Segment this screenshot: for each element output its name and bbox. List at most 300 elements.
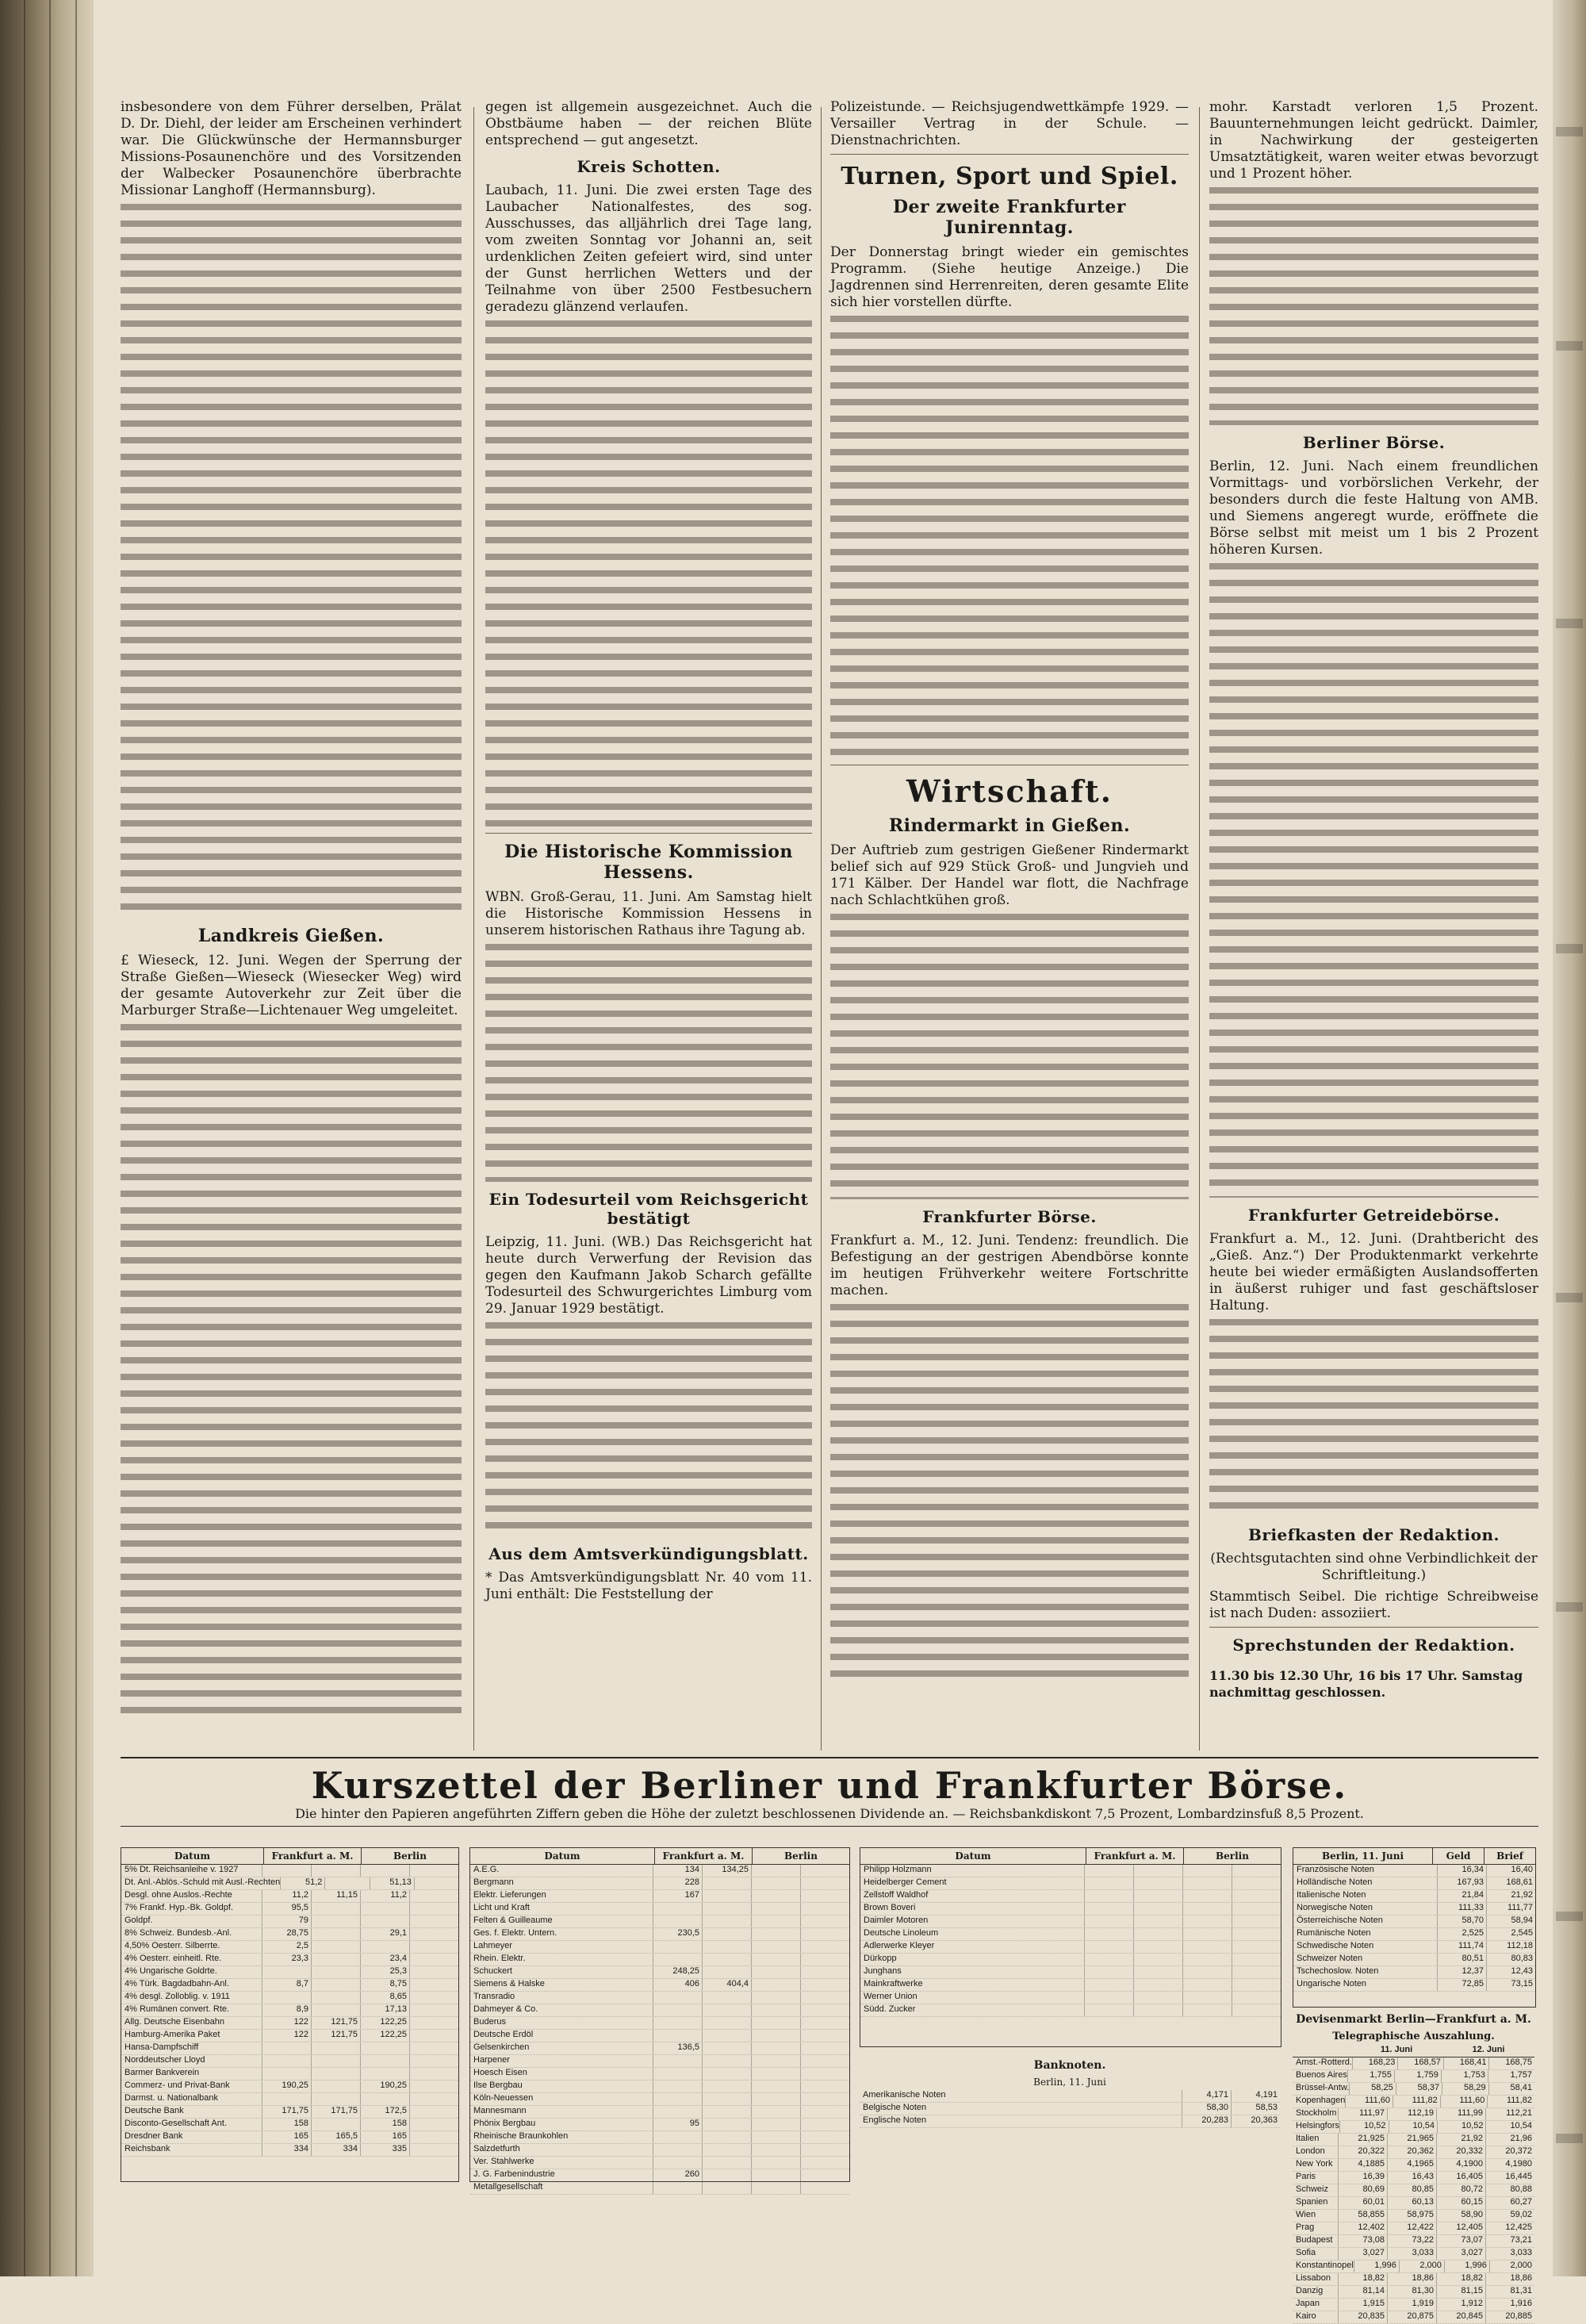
row-value [262, 2055, 311, 2067]
row-value: 4,1965 [1387, 2159, 1436, 2171]
section-heading: Frankfurter Börse. [922, 1207, 1097, 1226]
row-value [653, 2080, 702, 2092]
row-value [1182, 1890, 1232, 1902]
table-row [470, 2169, 849, 2182]
row-value [409, 2093, 458, 2105]
row-value [702, 2042, 751, 2054]
row-label: Felten & Guilleaume [473, 1916, 553, 1925]
row-value: 73,15 [1486, 1979, 1535, 1991]
row-value [751, 1903, 800, 1915]
table-row [121, 1877, 458, 1890]
row-value [311, 1966, 360, 1978]
table-row [860, 1979, 1281, 1992]
row-value [800, 2004, 849, 2016]
row-label: 4,50% Oesterr. Silberrte. [125, 1941, 220, 1950]
row-label: Siemens & Halske [473, 1979, 545, 1988]
row-value [409, 2068, 458, 2080]
row-label: Disconto-Gesellschaft Ant. [125, 2119, 228, 2128]
row-value: 2,5 [262, 1941, 311, 1953]
article-text-block [121, 204, 462, 918]
column-1 [121, 99, 462, 1714]
row-value [751, 1890, 800, 1902]
row-value [800, 2042, 849, 2054]
row-label: Tschechoslow. Noten [1297, 1966, 1379, 1976]
row-value: 4,191 [1231, 2090, 1280, 2102]
table-row [860, 2115, 1280, 2128]
row-value [360, 1941, 409, 1953]
row-value [751, 2055, 800, 2067]
row-value [800, 1992, 849, 2004]
row-value: 158 [360, 2119, 409, 2130]
bond-table [121, 1847, 459, 2182]
table-row [470, 2055, 849, 2068]
row-value [1133, 1979, 1182, 1991]
section-subheading: (Rechtsgutachten sind ohne Verbindlichkeit der Schriftleitung.) [1210, 1551, 1538, 1583]
row-label: Metallgesellschaft [473, 2182, 543, 2192]
row-value: 1,996 [1444, 2261, 1489, 2272]
row-value: 3,027 [1436, 2248, 1485, 2260]
row-label: Schweiz [1296, 2184, 1328, 2194]
row-value [702, 1941, 751, 1953]
row-label: Österreichische Noten [1297, 1916, 1383, 1925]
row-value: 20,322 [1338, 2146, 1387, 2158]
table-row [860, 1890, 1281, 1903]
row-value [1133, 1992, 1182, 2004]
row-value: 60,27 [1485, 2197, 1534, 2209]
row-value: 158 [262, 2119, 311, 2130]
column-rule [473, 107, 474, 1751]
article-lead: Der Auftrieb zum gestrigen Gießener Rindermarkt belief sich auf 929 Stück Groß- und Jungvieh und 171 Kälber. Der Handel war flott, die Nachfrage nach Schlachtkühen groß. [830, 842, 1189, 908]
row-label: Französische Noten [1297, 1865, 1374, 1874]
table-row [860, 1954, 1281, 1966]
article-intro: Polizeistunde. — Reichsjugendwettkämpfe 1929. — Versailler Vertrag in der Schule. — Dienstnachrichten. [830, 99, 1189, 148]
row-label: Mannesmann [473, 2106, 527, 2115]
row-value: 12,405 [1436, 2222, 1485, 2234]
row-value: 16,445 [1485, 2172, 1534, 2184]
table-row [121, 2042, 458, 2055]
table-row [470, 2144, 849, 2157]
row-value [409, 1903, 458, 1915]
row-value: 81,31 [1485, 2286, 1534, 2298]
table-row [470, 2080, 849, 2093]
row-label: Dahmeyer & Co. [473, 2004, 538, 2014]
row-value [1182, 1941, 1232, 1953]
table-row [1293, 1916, 1535, 1928]
row-value [311, 2055, 360, 2067]
row-value [1133, 2004, 1182, 2016]
article-text-block [485, 1322, 812, 1536]
row-value [262, 1865, 311, 1877]
article-text-block [1209, 187, 1538, 425]
row-value [702, 1890, 751, 1902]
row-value: 58,30 [1182, 2103, 1231, 2115]
row-label: Schweizer Noten [1297, 1954, 1363, 1963]
row-value [653, 1954, 702, 1965]
table-row [470, 2157, 849, 2169]
row-value: 18,86 [1387, 2273, 1436, 2285]
exchange-section [1293, 2011, 1534, 2324]
row-label: 4% Oesterr. einheitl. Rte. [125, 1954, 222, 1963]
row-label: Ilse Bergbau [473, 2080, 523, 2090]
exchange-subtitle: Telegraphische Auszahlung. [1332, 2031, 1495, 2042]
article-intro: gegen ist allgemein ausgezeichnet. Auch die Obstbäume haben — der reichen Blüte entsprechend — gut angesetzt. [485, 99, 812, 148]
table-row [121, 2106, 458, 2119]
row-value: 60,15 [1436, 2197, 1485, 2209]
row-value [409, 2004, 458, 2016]
row-value [1133, 1890, 1182, 1902]
row-value: 8,9 [262, 2004, 311, 2016]
row-value [360, 2042, 409, 2054]
row-value: 23,4 [360, 1954, 409, 1965]
newspaper-page [113, 99, 1540, 2321]
row-value [751, 1966, 800, 1978]
row-value [800, 2080, 849, 2092]
table-row [121, 1916, 458, 1928]
row-value [751, 2144, 800, 2156]
row-label: Darmst. u. Nationalbank [125, 2093, 218, 2103]
row-label: Harpener [473, 2055, 510, 2065]
notes-rows [1293, 1865, 1535, 2023]
table-row [121, 2017, 458, 2030]
row-value: 1,912 [1436, 2299, 1485, 2311]
row-value [702, 2017, 751, 2029]
row-value: 1,757 [1488, 2070, 1534, 2082]
row-value [751, 2106, 800, 2118]
row-label: Lissabon [1296, 2273, 1331, 2283]
article-lead: Der Donnerstag bringt wieder ein gemischtes Programm. (Siehe heutige Anzeige.) Die Jagdrennen sind Herrenreiten, deren gesamte Elite sich hier vorstellen dürfte. [830, 244, 1189, 310]
row-value [1182, 1865, 1232, 1877]
row-value: 168,23 [1352, 2057, 1398, 2069]
row-label: 5% Dt. Reichsanleihe v. 1927 [125, 1865, 239, 1874]
row-value: 111,82 [1393, 2096, 1440, 2107]
row-value [653, 1916, 702, 1927]
row-value: 60,01 [1338, 2197, 1387, 2209]
row-value [751, 2042, 800, 2054]
row-label: Licht und Kraft [473, 1903, 530, 1912]
row-value [702, 2169, 751, 2181]
section-subheading: Rindermarkt in Gießen. [888, 815, 1131, 836]
row-value [800, 1865, 849, 1877]
column-rule [1199, 107, 1200, 1751]
notes-table [1293, 1847, 1536, 2008]
table-row [1293, 1954, 1535, 1966]
row-value [800, 2017, 849, 2029]
row-value [800, 2119, 849, 2130]
row-value: 2,545 [1486, 1928, 1535, 1940]
table-row [121, 2068, 458, 2080]
table-row [1293, 2248, 1534, 2261]
row-label: 4% Türk. Bagdadbahn-Anl. [125, 1979, 229, 1988]
article-lead: £ Wieseck, 12. Juni. Wegen der Sperrung der Straße Gießen—Wieseck (Wiesecker Weg) wird der gesamte Autoverkehr zur Zeit über die Marburger Straße—Lichtenauer Weg umgeleitet. [121, 953, 462, 1018]
row-label: Kopenhagen [1296, 2096, 1346, 2105]
row-label: Amst.-Rotterd. [1296, 2057, 1352, 2067]
row-value [1232, 1941, 1281, 1953]
table-row [121, 1954, 458, 1966]
row-value [360, 1903, 409, 1915]
row-value [1182, 1992, 1232, 2004]
row-value [653, 2017, 702, 2029]
row-value [751, 2004, 800, 2016]
row-value: 2,000 [1489, 2261, 1534, 2272]
table-row [121, 2055, 458, 2068]
row-value: 111,33 [1437, 1903, 1486, 1915]
row-label: Gelsenkirchen [473, 2042, 530, 2052]
row-label: Elektr. Lieferungen [473, 1890, 546, 1900]
row-value [311, 1979, 360, 1991]
row-value [1232, 1979, 1281, 1991]
row-label: Goldpf. [125, 1916, 153, 1925]
row-value [653, 2131, 702, 2143]
row-value: 1,753 [1441, 2070, 1488, 2082]
row-value: 4,171 [1182, 2090, 1231, 2102]
table-row [860, 1966, 1281, 1979]
table-row [860, 1941, 1281, 1954]
table-row [121, 1865, 458, 1877]
table-row [470, 1928, 849, 1941]
book-binding-edge [0, 0, 94, 2276]
row-value: 10,54 [1485, 2121, 1534, 2133]
row-value [409, 1865, 458, 1877]
row-value [800, 1916, 849, 1927]
row-value [1232, 1903, 1281, 1915]
row-value [751, 1928, 800, 1940]
section-heading: Sprechstunden der Redaktion. [1232, 1636, 1515, 1655]
row-value: 134 [653, 1865, 702, 1877]
row-value: 4,1885 [1338, 2159, 1387, 2171]
row-value [1133, 1865, 1182, 1877]
row-value: 406 [653, 1979, 702, 1991]
row-value [409, 1966, 458, 1978]
row-value [653, 2055, 702, 2067]
row-value [751, 2169, 800, 2181]
row-value: 8,75 [360, 1979, 409, 1991]
notes-header-geld: Geld [1433, 1848, 1484, 1864]
row-value [1182, 1916, 1232, 1927]
article-lead: * Das Amtsverkündigungsblatt Nr. 40 vom 11. Juni enthält: Die Feststellung der [485, 1570, 812, 1602]
row-value [800, 2068, 849, 2080]
table-row [470, 2131, 849, 2144]
row-value [751, 2068, 800, 2080]
row-value [751, 1877, 800, 1889]
row-value [1084, 1928, 1133, 1940]
row-value: 80,83 [1486, 1954, 1535, 1965]
row-value [1084, 1903, 1133, 1915]
table-row [1293, 2184, 1534, 2197]
table-row [470, 2093, 849, 2106]
row-value: 25,3 [360, 1966, 409, 1978]
table-row [1293, 2121, 1534, 2134]
row-label: Deutsche Erdöl [473, 2030, 534, 2039]
column-4 [1209, 99, 1538, 1713]
table-row [1293, 2286, 1534, 2299]
section-heading: Die Historische Kommission Hessens. [504, 842, 793, 883]
row-value [653, 2144, 702, 2156]
row-value [702, 2131, 751, 2143]
table-row [121, 1992, 458, 2004]
row-label: Brüssel-Antw. [1296, 2083, 1350, 2092]
row-value: 10,52 [1339, 2121, 1388, 2133]
row-value: 80,72 [1436, 2184, 1485, 2196]
row-label: Zellstoff Waldhof [864, 1890, 929, 1900]
table-row [1293, 1928, 1535, 1941]
row-value: 81,30 [1387, 2286, 1436, 2298]
table-row [470, 1979, 849, 1992]
row-value [751, 1865, 800, 1877]
notes-header-date: Berlin, 11. Juni [1293, 1848, 1433, 1864]
row-value [262, 2042, 311, 2054]
row-value: 12,425 [1485, 2222, 1534, 2234]
row-value [262, 1992, 311, 2004]
table-row [121, 2004, 458, 2017]
row-value [800, 1877, 849, 1889]
row-value: 20,362 [1387, 2146, 1436, 2158]
row-label: Südd. Zucker [864, 2004, 916, 2014]
table-row [121, 2144, 458, 2157]
row-label: Spanien [1296, 2197, 1328, 2207]
row-value [653, 2157, 702, 2169]
row-value: 16,405 [1436, 2172, 1485, 2184]
row-value: 16,40 [1486, 1865, 1535, 1877]
row-value: 2,000 [1399, 2261, 1444, 2272]
row-label: Prag [1296, 2222, 1315, 2232]
column-3 [830, 99, 1189, 1677]
shares-table-2 [860, 1847, 1281, 2047]
row-value: 172,5 [360, 2106, 409, 2118]
row-value [702, 2119, 751, 2130]
row-value: 81,15 [1436, 2286, 1485, 2298]
article-text-block [485, 320, 812, 828]
row-value [1232, 1890, 1281, 1902]
row-label: A.E.G. [473, 1865, 500, 1874]
row-value: 80,85 [1387, 2184, 1436, 2196]
row-value [751, 1954, 800, 1965]
row-value [702, 2004, 751, 2016]
table-row [470, 2068, 849, 2080]
row-value: 20,875 [1387, 2311, 1436, 2323]
table-row [121, 2080, 458, 2093]
row-value: 1,915 [1338, 2299, 1387, 2311]
article-intro: mohr. Karstadt verloren 1,5 Prozent. Bauunternehmungen leicht gedrückt. Daimler, in Nachwirkung der gesteigerten Umsatztätigkeit, waren weiter etwas bevorzugt und 1 Prozent höher. [1209, 99, 1538, 182]
row-label: Junghans [864, 1966, 902, 1976]
row-value: 168,61 [1486, 1877, 1535, 1889]
row-value [409, 2017, 458, 2029]
row-value [702, 1954, 751, 1965]
row-value: 10,54 [1389, 2121, 1437, 2133]
row-value [800, 2030, 849, 2042]
row-value [800, 2106, 849, 2118]
row-value: 121,75 [311, 2030, 360, 2042]
row-value: 58,41 [1488, 2083, 1534, 2095]
table-row [1293, 1865, 1535, 1877]
row-value [1232, 1877, 1281, 1889]
row-value [409, 2119, 458, 2130]
row-label: Danzig [1296, 2286, 1324, 2295]
row-value [311, 1941, 360, 1953]
row-value: 12,37 [1437, 1966, 1486, 1978]
table-row [860, 1903, 1281, 1916]
row-value [409, 1928, 458, 1940]
row-value [751, 2157, 800, 2169]
row-label: Hoesch Eisen [473, 2068, 527, 2077]
row-value [311, 1992, 360, 2004]
row-value: 58,855 [1338, 2210, 1387, 2222]
row-label: 8% Schweiz. Bundesb.-Anl. [125, 1928, 232, 1938]
row-value [653, 2068, 702, 2080]
row-value [1182, 1966, 1232, 1978]
row-value: 1,759 [1394, 2070, 1441, 2082]
row-value [800, 2093, 849, 2105]
row-value: 58,29 [1442, 2083, 1488, 2095]
row-value: 3,033 [1485, 2248, 1534, 2260]
row-value: 260 [653, 2169, 702, 2181]
row-value [751, 2080, 800, 2092]
column-header-datum: Datum [121, 1848, 264, 1864]
row-value: 58,975 [1387, 2210, 1436, 2222]
row-label: Heidelberger Cement [864, 1877, 947, 1887]
row-value [751, 1979, 800, 1991]
row-value [702, 2068, 751, 2080]
row-value: 80,88 [1485, 2184, 1534, 2196]
row-label: Transradio [473, 1992, 515, 2001]
section-heading: Wirtschaft. [906, 773, 1113, 809]
table-row [1293, 2311, 1534, 2324]
row-value [702, 2182, 751, 2194]
row-value: 20,283 [1182, 2115, 1231, 2127]
row-label: Dt. Anl.-Ablös.-Schuld mit Ausl.-Rechten [125, 1877, 281, 1887]
table-row [1293, 2057, 1534, 2070]
table-row [860, 2090, 1280, 2103]
row-label: Paris [1296, 2172, 1316, 2181]
table-row [470, 2182, 849, 2195]
row-value: 11,2 [262, 1890, 311, 1902]
article-text-block [1209, 563, 1538, 1198]
table-row [470, 1916, 849, 1928]
row-value: 20,885 [1485, 2311, 1534, 2323]
table-row [121, 1979, 458, 1992]
section-heading: Aus dem Amtsverkündigungsblatt. [488, 1544, 809, 1563]
row-value: 168,57 [1397, 2057, 1443, 2069]
row-value [1084, 1979, 1133, 1991]
row-value [751, 1941, 800, 1953]
article-lead: Stammtisch Seibel. Die richtige Schreibweise ist nach Duden: assoziiert. [1209, 1589, 1538, 1621]
table-row [121, 2093, 458, 2106]
row-value: 168,75 [1488, 2057, 1534, 2069]
row-value [414, 1877, 458, 1889]
row-value: 121,75 [311, 2017, 360, 2029]
row-value: 111,60 [1440, 2096, 1488, 2107]
article-text-block [830, 1304, 1189, 1677]
row-value: 58,90 [1436, 2210, 1485, 2222]
row-value [800, 2169, 849, 2181]
shares-rows [470, 1865, 849, 2198]
row-value [1084, 1966, 1133, 1978]
shares-rows [860, 1865, 1281, 2063]
row-label: 4% Ungarische Goldrte. [125, 1966, 217, 1976]
row-value: 21,96 [1485, 2134, 1534, 2146]
row-value [702, 2157, 751, 2169]
section-heading: Ein Todesurteil vom Reichsgericht bestätigt [488, 1190, 809, 1228]
table-row [860, 2103, 1280, 2115]
row-value: 112,19 [1387, 2108, 1436, 2120]
row-value: 1,919 [1387, 2299, 1436, 2311]
row-label: Norddeutscher Lloyd [125, 2055, 205, 2065]
row-value [1182, 1954, 1232, 1965]
row-label: Stockholm [1296, 2108, 1337, 2118]
table-row [470, 2030, 849, 2042]
row-value: 12,422 [1387, 2222, 1436, 2234]
row-value: 81,14 [1338, 2286, 1387, 2298]
table-row [470, 2119, 849, 2131]
